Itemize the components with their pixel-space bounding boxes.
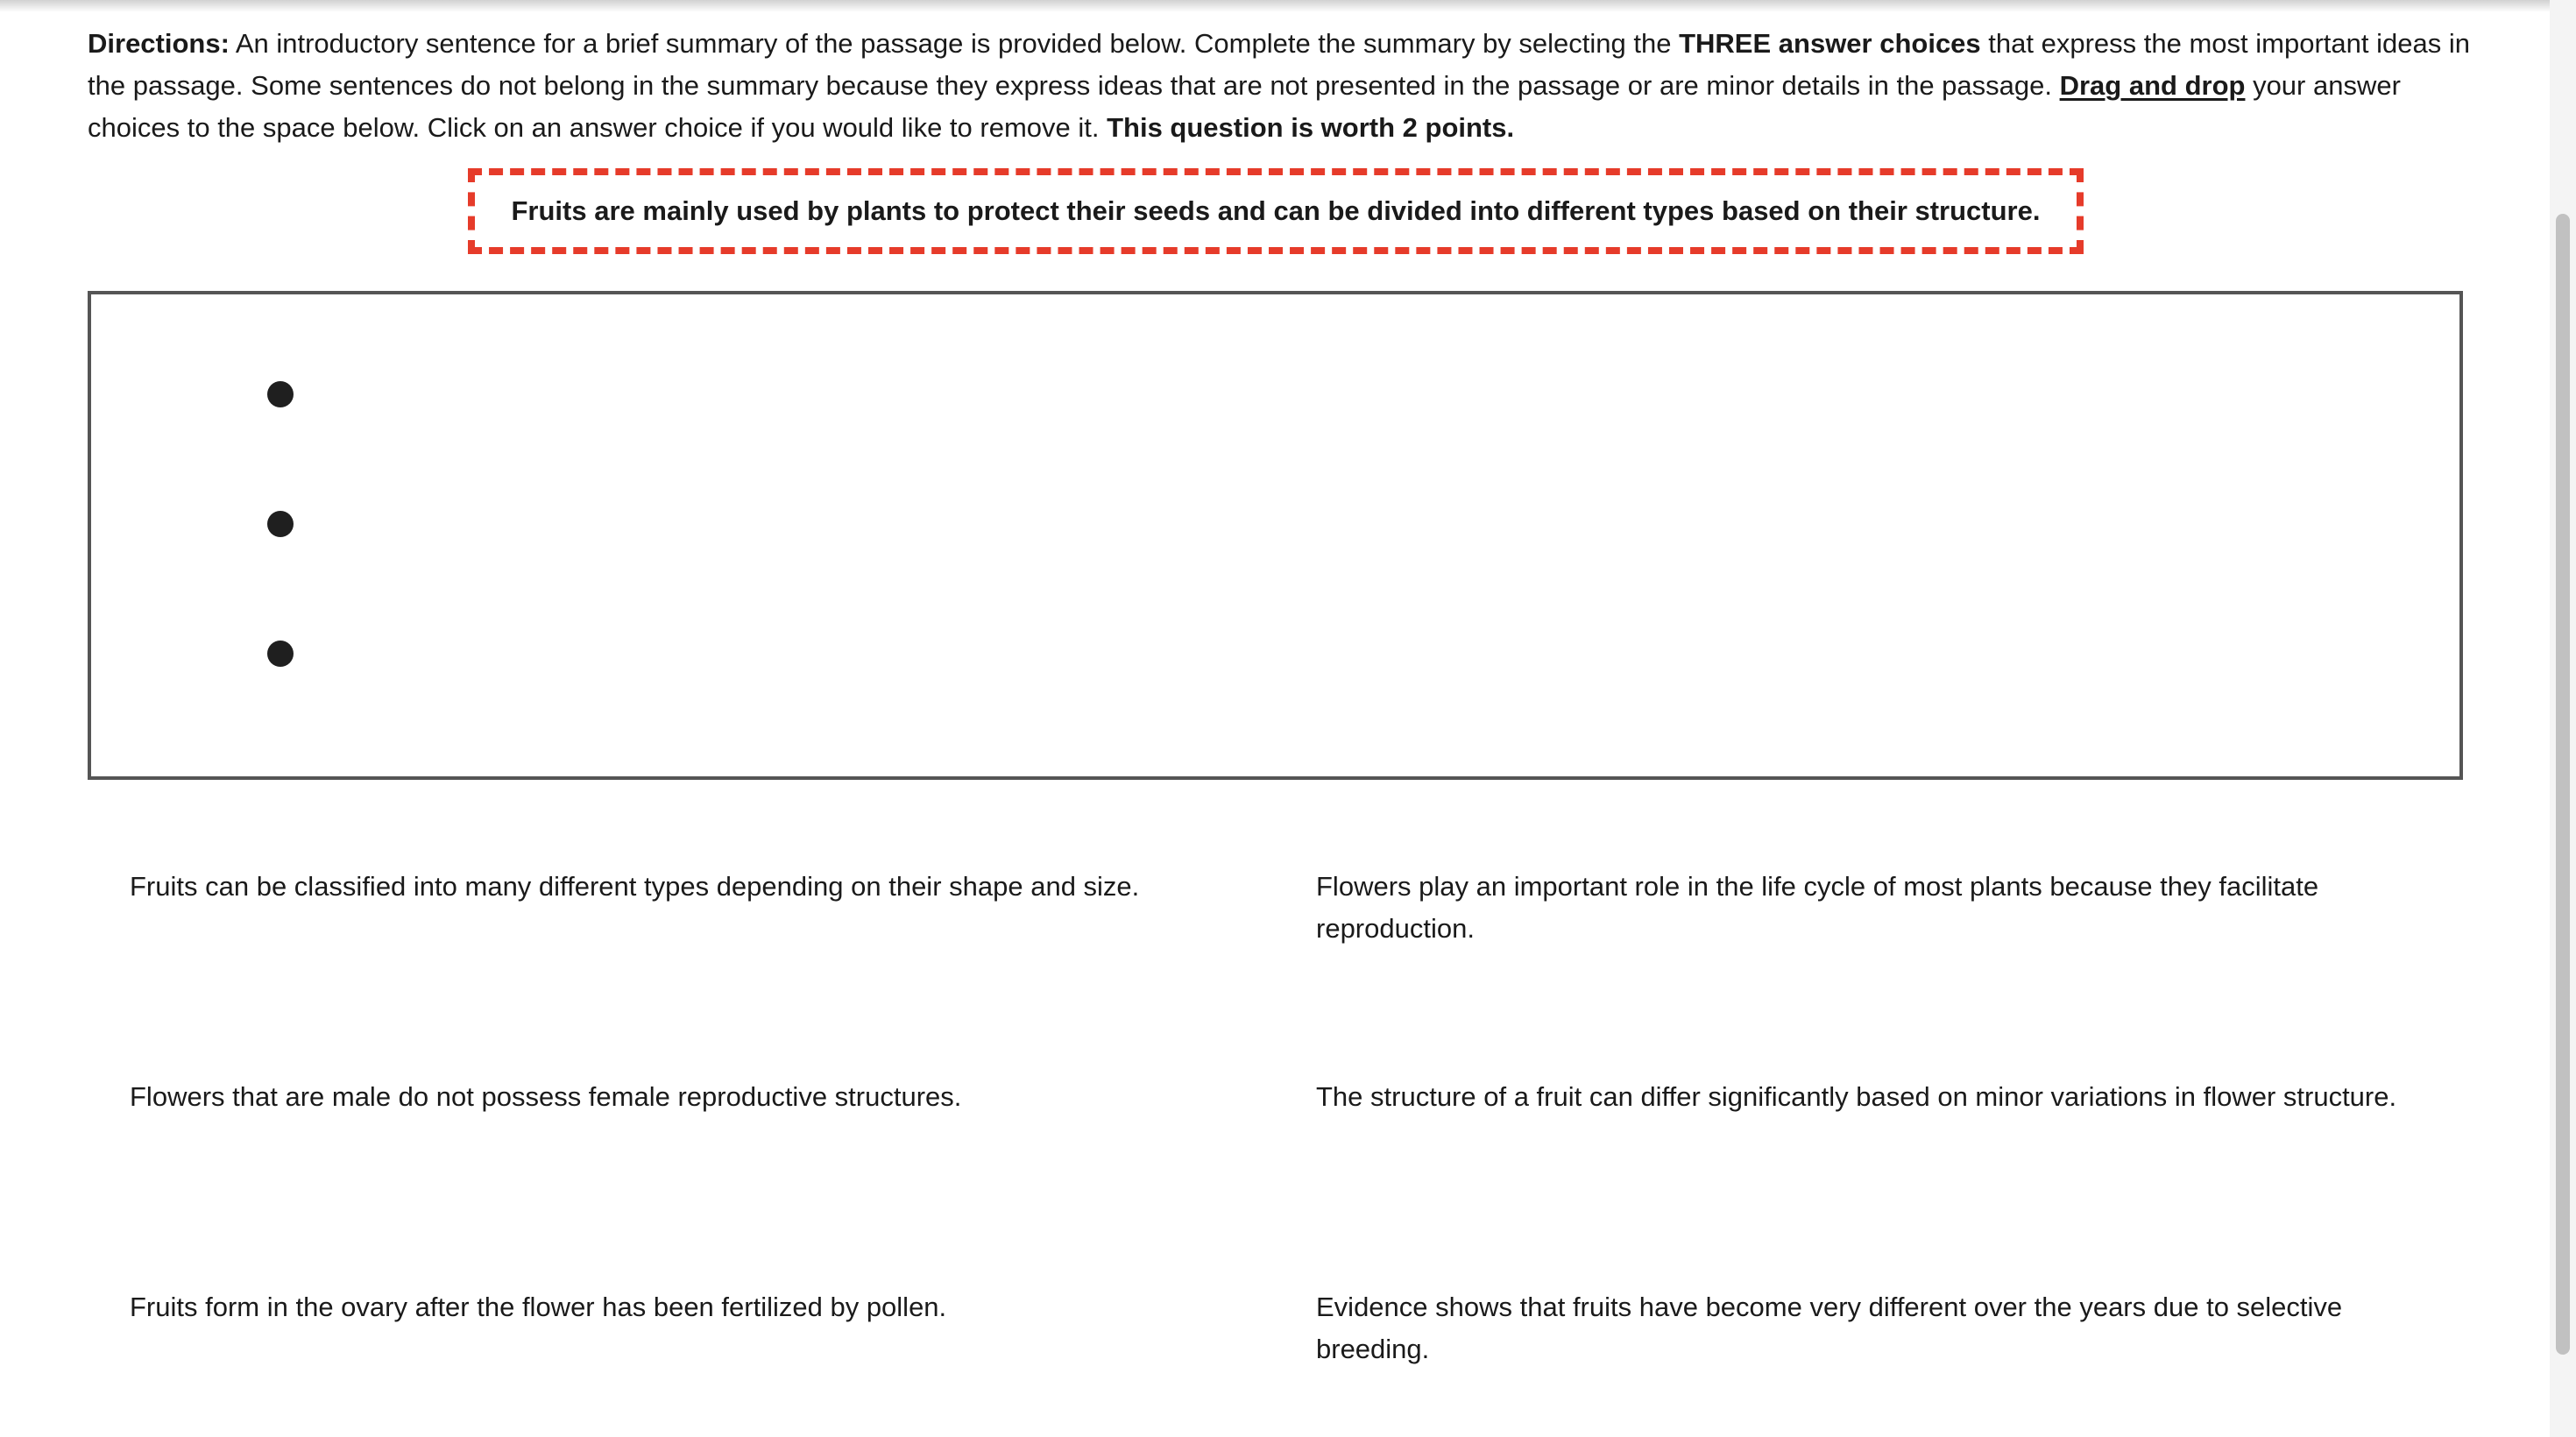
answer-choice-1[interactable]: Fruits can be classified into many different types depending on their shape and size. [130,871,1140,902]
directions-three-choices: THREE answer choices [1679,28,1981,59]
answer-choice-6[interactable]: Evidence shows that fruits have become very different over the years due to selective breeding. [1316,1292,2343,1364]
drag-and-drop-label: Drag and drop [2059,70,2246,101]
summary-drop-area[interactable] [88,291,2463,780]
top-shadow [0,0,2576,12]
answer-choice-4[interactable]: The structure of a fruit can differ significantly based on minor variations in flower structure. [1316,1081,2397,1112]
directions-part3: your answer choices to the space below. Click on an answer choice if you would like to remove it. [88,70,2401,143]
intro-sentence-box [468,168,2084,254]
answer-choice-5[interactable]: Fruits form in the ovary after the flower has been fertilized by pollen. [130,1292,947,1322]
directions-part2: that express the most important ideas in the passage. Some sentences do not belong in the summary because they express ideas that are not presented in the passage or are minor details in the passage. [88,28,2470,101]
summary-slot-3[interactable] [179,610,2369,697]
bullet-icon [267,511,294,537]
answer-choice-3[interactable]: Flowers that are male do not possess female reproductive structures. [130,1081,962,1112]
intro-sentence: Fruits are mainly used by plants to protect their seeds and can be divided into different types based on their structure. [511,195,2041,226]
summary-slot-1[interactable] [179,350,2369,438]
directions-text [88,23,2488,149]
scrollbar-thumb[interactable] [2556,214,2570,1355]
directions-label: Directions: [88,28,230,59]
directions-part1: An introductory sentence for a brief summary of the passage is provided below. Complete the summary by selecting the [229,28,1680,59]
bullet-icon [267,381,294,407]
points-note: This question is worth 2 points. [1107,112,1515,143]
bullet-icon [267,641,294,667]
summary-slot-2[interactable] [179,480,2369,568]
answer-choice-2[interactable]: Flowers play an important role in the life cycle of most plants because they facilitate reproduction. [1316,871,2319,944]
